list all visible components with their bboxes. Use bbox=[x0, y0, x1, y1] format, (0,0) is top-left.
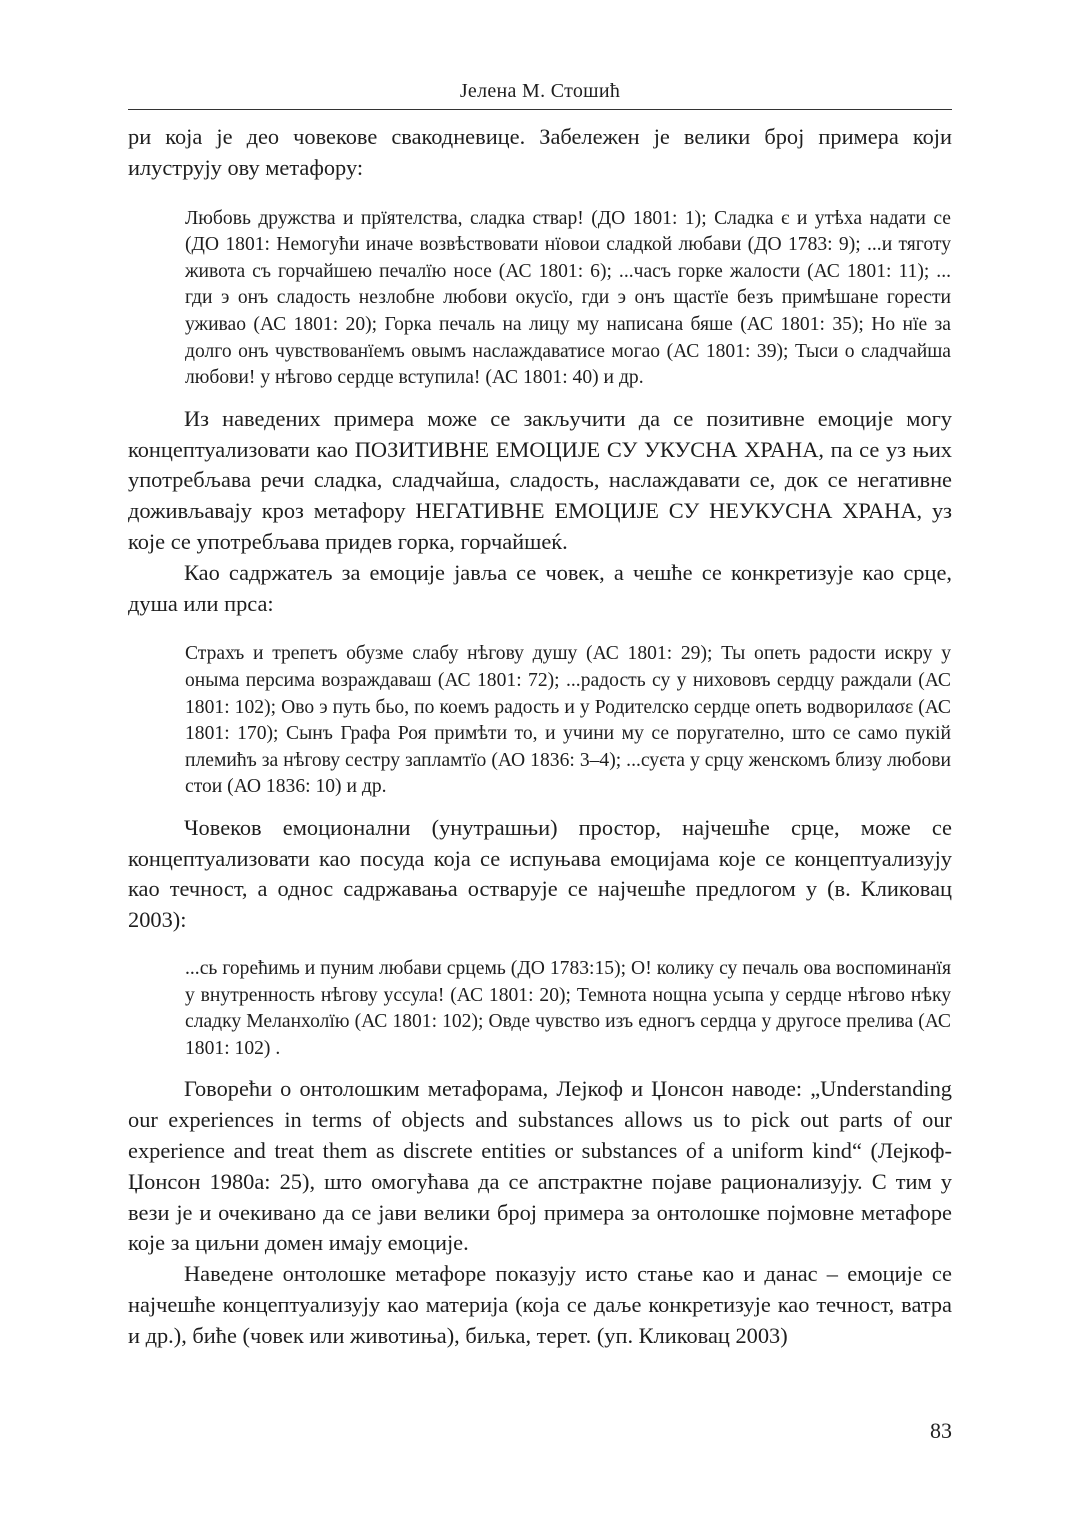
paragraph-6: Наведене онтолошке метафоре показују исто стање као и данас – емоције се најчешће концептуализују као материја (која се даље конкретизује као течност, ватра и др.), биће (човек или животиња), биљка, терет. (уп. Кликовац 2003) bbox=[128, 1261, 952, 1348]
quote-block-3 bbox=[185, 956, 951, 1062]
header-rule bbox=[128, 109, 952, 110]
page-number: 83 bbox=[930, 1418, 952, 1443]
quote-block-2 bbox=[185, 641, 951, 801]
paragraph-1: ри која је део човекове свакодневице. Забележен је велики број примера који илуструју ову метафору: bbox=[128, 124, 952, 180]
paragraph-3: Као садржатељ за емоције јавља се човек, а чешће се конкретизује као срце, душа или прса: bbox=[128, 559, 952, 616]
quote-2-text: Страхъ и трепетъ обузме слабу нѣгову душу (АС 1801: 29); Ты опеть радости искру у оныма персима возраждаваш (АС 1801: 72); ...радость су у нихововъ сердцу раждали (АС 1801: 102); Ово э путь бьо, по коемъ радость и у Родителско сердце опеть водворилασε (АС 1801: 170); Сынъ Графа Роя примѣти то, и учини му се поругателно, што се само пукій племићъ за нѣгову сестру запламтїо (АО 1836: 3–4); ...суєта у срцу женскомъ близу любови стои (АО 1836: 10) и др. bbox=[185, 643, 951, 798]
paragraph-2: Из наведених примера може се закључити да се позитивне емоције могу концептуализовати као ПОЗИТИВНЕ ЕМОЦИЈЕ СУ УКУСНА ХРАНА, па се уз њих употребљава речи сладка, сладчайша, сладость, наслаждавати се, док се негативне доживљавају кроз метафору НЕГАТИВНЕ ЕМОЦИЈЕ СУ НЕУКУСНА ХРАНА, уз које се употребљава придев горка, горчайшеќ. bbox=[128, 405, 952, 554]
body-text bbox=[128, 122, 952, 1352]
quote-3-text: ...сь горећимь и пуним любави срцемь (ДО 1783:15); О! колику су печаль ова воспоминанїя у внутренность нѣгову уссула! (АС 1801: 20); Темнота нощна усыпа у сердце нѣгово нѣку сладку Меланхолїю (АС 1801: 102); Овде чувство изъ едногъ сердца у другосе прелива (АС 1801: 102) . bbox=[185, 958, 951, 1059]
quote-block-1 bbox=[185, 206, 951, 392]
quote-1-text: Любовь дружства и прїятелства, сладка ствар! (ДО 1801: 1); Сладка є и утѣха надати се (ДО 1801: Немогући иначе возвѣствовати нїовои сладкой любави (ДО 1783: 9); ...и тяготу живота съ горчайшею печалїю носе (АС 1801: 6); ...часъ горке жалости (АС 1801: 11); ... гди э онъ сладость незлобне любови окусїо, гди э онъ щастїе безъ примѣшане горести уживао (АС 1801: 20); Горка печаль на лицу му написана бяше (АС 1801: 35); Но нїе за долго онъ чувствованїемъ овымъ наслаждаватисе могао (АС 1801: 39); Тыси о сладчайша любови! у нѣгово сердце вступила! (АС 1801: 40) и др. bbox=[185, 207, 951, 389]
paragraph-5: Говорећи о онтолошким метафорама, Лејкоф и Џонсон наводе: „Understanding our experiences in terms of objects and substances allows us to pick out parts of our experience and treat them as discrete entities or substances of a uniform kind“ (Лејкоф-Џонсон 1980а: 25), што омогућава да се апстрактне појаве рационализују. С тим у вези је и очекивано да се јави велики број примера за онтолошке појмовне метафоре које за циљни домен имају емоције. bbox=[128, 1076, 952, 1256]
paragraph-4: Човеков емоционални (унутрашњи) простор, најчешће срце, може се концептуализовати као посуда која се испуњава емоцијама које се концептуализују као течност, а однос садржавања остварује се најчешће предлогом у (в. Кликовац 2003): bbox=[128, 814, 952, 933]
running-head: Јелена М. Стошић bbox=[459, 80, 621, 102]
